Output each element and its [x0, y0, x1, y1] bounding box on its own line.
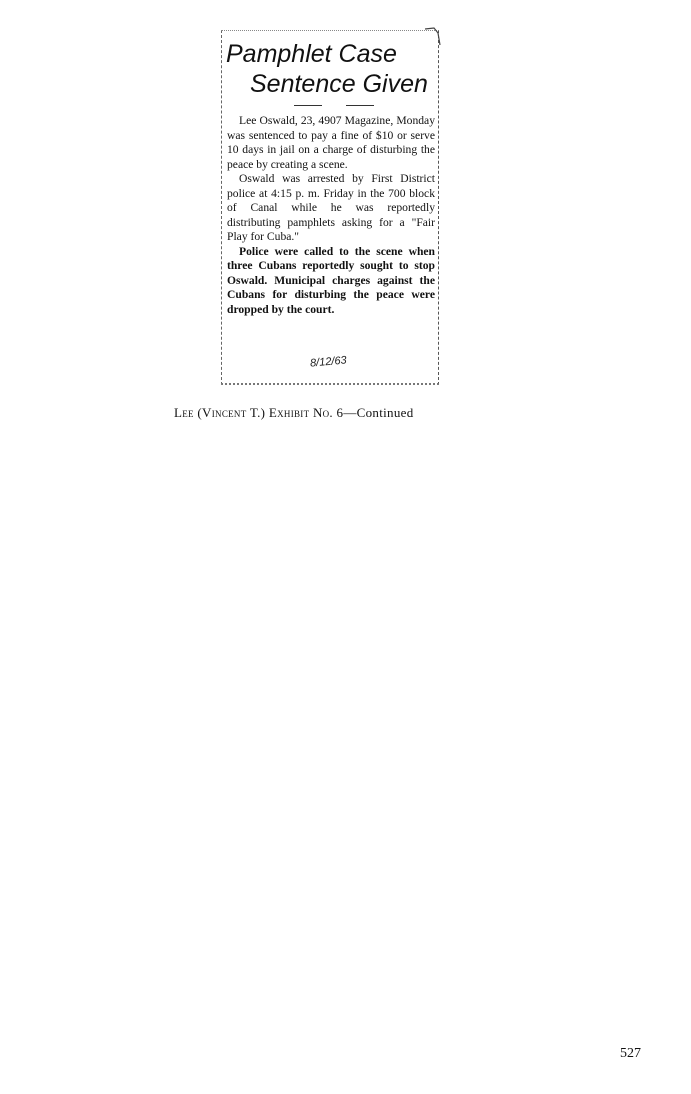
- headline-divider: [294, 105, 374, 107]
- caption-exhibit: Exhibit No. 6: [268, 405, 344, 420]
- paragraph-1: Lee Oswald, 23, 4907 Magazine, Monday was sentenced to pay a fine of $10 or serve 10 days in jail on a charge of disturbing the peace by creating a scene.: [227, 114, 435, 171]
- headline-line-2: Sentence Given: [250, 70, 428, 98]
- caption-lee: Lee: [174, 405, 194, 420]
- caption-continued: —Continued: [343, 405, 414, 420]
- caption-vincent: (Vincent T.): [197, 405, 266, 420]
- headline-line-1: Pamphlet Case: [226, 40, 397, 68]
- exhibit-caption: [174, 405, 414, 421]
- handwritten-date: 8/12/63: [309, 354, 348, 370]
- clipping-headline: [226, 39, 428, 99]
- page-number: 527: [620, 1046, 641, 1061]
- newspaper-clipping: [221, 30, 439, 385]
- clipping-body: [227, 114, 435, 317]
- paragraph-2: Oswald was arrested by First District police at 4:15 p. m. Friday in the 700 block of Canal while he was reportedly distributing pamphlets asking for a "Fair Play for Cuba.": [227, 172, 435, 243]
- paragraph-3: Police were called to the scene when three Cubans reportedly sought to stop Oswald. Municipal charges against the Cubans for disturbing the peace were dropped by the court.: [227, 244, 435, 316]
